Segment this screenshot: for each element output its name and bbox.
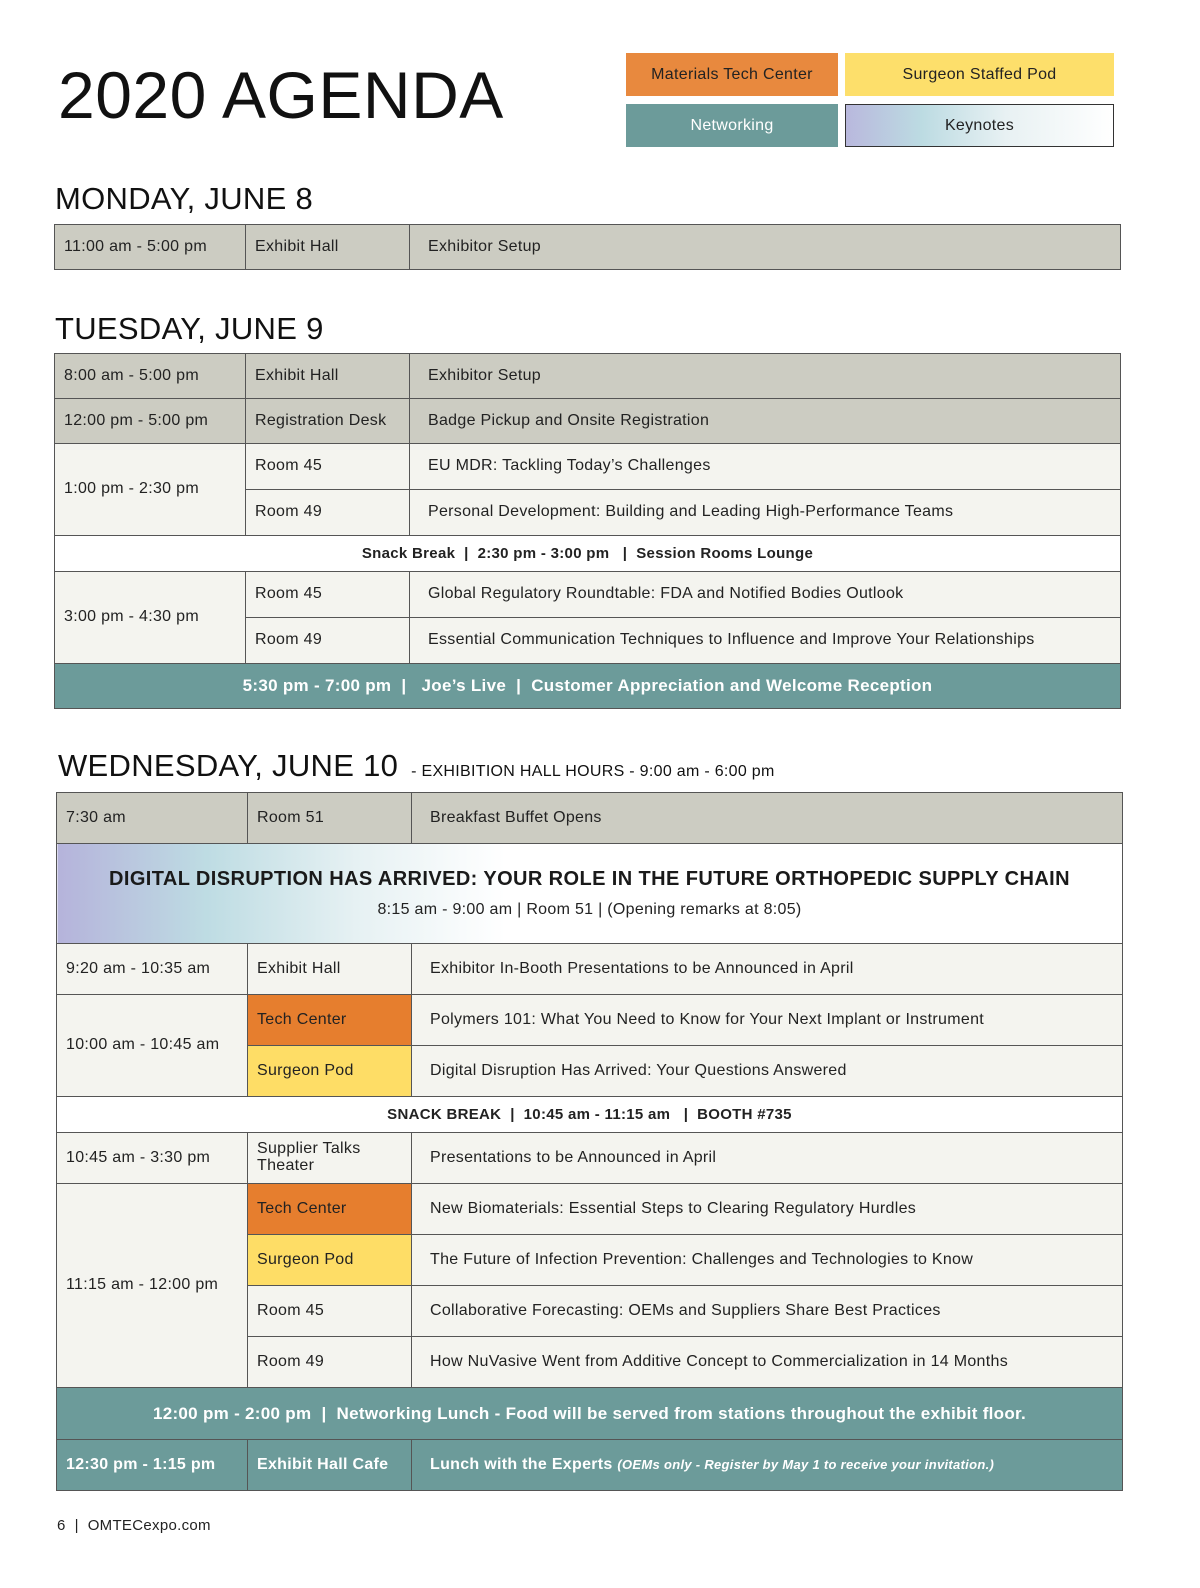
location-cell: Exhibit Hall [246, 354, 410, 399]
surgeon-pod-cell: Surgeon Pod [248, 1235, 412, 1286]
event-cell: Global Regulatory Roundtable: FDA and Notified Bodies Outlook [410, 572, 1121, 618]
location-cell: Room 49 [246, 490, 410, 536]
experts-note: (OEMs only - Register by May 1 to receive your invitation.) [617, 1456, 995, 1472]
networking-lunch-row [57, 1388, 1123, 1440]
monday-table [54, 224, 1121, 270]
location-cell: Room 51 [248, 793, 412, 844]
event-cell: Badge Pickup and Onsite Registration [410, 399, 1121, 444]
table-row [55, 444, 1121, 490]
keynote-title: DIGITAL DISRUPTION HAS ARRIVED: YOUR ROLE IN THE FUTURE ORTHOPEDIC SUPPLY CHAIN [109, 867, 1070, 890]
monday-heading: MONDAY, JUNE 8 [55, 181, 313, 216]
table-row [57, 793, 1123, 844]
surgeon-pod-cell: Surgeon Pod [248, 1046, 412, 1097]
legend-surgeon-staffed-pod: Surgeon Staffed Pod [845, 53, 1114, 96]
table-row [57, 995, 1123, 1046]
experts-lunch-row [57, 1440, 1123, 1491]
event-cell [412, 1440, 1123, 1491]
snack-break-row [57, 1097, 1123, 1133]
event-cell: How NuVasive Went from Additive Concept to Commercialization in 14 Months [412, 1337, 1123, 1388]
table-row [55, 354, 1121, 399]
snack-break-text: Snack Break | 2:30 pm - 3:00 pm | Session Rooms Lounge [55, 536, 1121, 572]
color-legend [626, 53, 1114, 148]
wednesday-title: WEDNESDAY, JUNE 10 [58, 748, 399, 783]
event-cell: Exhibitor Setup [410, 354, 1121, 399]
event-cell: Breakfast Buffet Opens [412, 793, 1123, 844]
event-cell: Presentations to be Announced in April [412, 1133, 1123, 1184]
time-cell: 3:00 pm - 4:30 pm [55, 572, 246, 664]
table-row [57, 1184, 1123, 1235]
page-footer: 6 | OMTECexpo.com [57, 1517, 211, 1534]
tuesday-table [54, 353, 1121, 709]
event-cell: Digital Disruption Has Arrived: Your Questions Answered [412, 1046, 1123, 1097]
exhibition-hall-hours: - EXHIBITION HALL HOURS - 9:00 am - 6:00 pm [411, 763, 775, 780]
time-cell: 10:00 am - 10:45 am [57, 995, 248, 1097]
event-cell: Polymers 101: What You Need to Know for Your Next Implant or Instrument [412, 995, 1123, 1046]
time-cell: 12:00 pm - 5:00 pm [55, 399, 246, 444]
location-cell: Room 45 [246, 444, 410, 490]
location-cell: Room 45 [246, 572, 410, 618]
legend-networking: Networking [626, 104, 838, 147]
legend-keynotes: Keynotes [845, 104, 1114, 147]
keynote-cell [57, 844, 1123, 944]
time-cell: 7:30 am [57, 793, 248, 844]
keynote-details: 8:15 am - 9:00 am | Room 51 | (Opening remarks at 8:05) [377, 900, 802, 918]
wednesday-table [56, 792, 1123, 1491]
event-cell: EU MDR: Tackling Today’s Challenges [410, 444, 1121, 490]
reception-row [55, 664, 1121, 709]
snack-break-row [55, 536, 1121, 572]
table-row [55, 572, 1121, 618]
time-cell: 8:00 am - 5:00 pm [55, 354, 246, 399]
location-cell: Exhibit Hall [248, 944, 412, 995]
tuesday-heading: TUESDAY, JUNE 9 [55, 311, 324, 346]
tech-center-cell: Tech Center [248, 995, 412, 1046]
tech-center-cell: Tech Center [248, 1184, 412, 1235]
time-cell: 10:45 am - 3:30 pm [57, 1133, 248, 1184]
location-cell: Room 49 [246, 618, 410, 664]
table-row [55, 225, 1121, 270]
table-row [57, 944, 1123, 995]
location-cell: Room 49 [248, 1337, 412, 1388]
snack-break-text: SNACK BREAK | 10:45 am - 11:15 am | BOOTH #735 [57, 1097, 1123, 1133]
legend-materials-tech-center: Materials Tech Center [626, 53, 838, 96]
location-cell: Supplier Talks Theater [248, 1133, 412, 1184]
time-cell: 12:30 pm - 1:15 pm [57, 1440, 248, 1491]
event-cell: New Biomaterials: Essential Steps to Clearing Regulatory Hurdles [412, 1184, 1123, 1235]
table-row [57, 1133, 1123, 1184]
event-cell: Exhibitor Setup [410, 225, 1121, 270]
experts-event: Lunch with the Experts [430, 1455, 613, 1473]
location-cell: Exhibit Hall Cafe [248, 1440, 412, 1491]
location-cell: Registration Desk [246, 399, 410, 444]
event-cell: Exhibitor In-Booth Presentations to be Announced in April [412, 944, 1123, 995]
time-cell: 11:00 am - 5:00 pm [55, 225, 246, 270]
page-title: 2020 AGENDA [58, 58, 504, 132]
time-cell: 9:20 am - 10:35 am [57, 944, 248, 995]
wednesday-heading [58, 750, 775, 781]
location-cell: Exhibit Hall [246, 225, 410, 270]
keynote-row [57, 844, 1123, 944]
event-cell: Collaborative Forecasting: OEMs and Suppliers Share Best Practices [412, 1286, 1123, 1337]
event-cell: Essential Communication Techniques to Influence and Improve Your Relationships [410, 618, 1121, 664]
reception-text: 5:30 pm - 7:00 pm | Joe’s Live | Customer Appreciation and Welcome Reception [55, 664, 1121, 709]
event-cell: Personal Development: Building and Leading High-Performance Teams [410, 490, 1121, 536]
networking-lunch-text: 12:00 pm - 2:00 pm | Networking Lunch - Food will be served from stations throughout the exhibit floor. [57, 1388, 1123, 1440]
event-cell: The Future of Infection Prevention: Challenges and Technologies to Know [412, 1235, 1123, 1286]
time-cell: 1:00 pm - 2:30 pm [55, 444, 246, 536]
time-cell: 11:15 am - 12:00 pm [57, 1184, 248, 1388]
table-row [55, 399, 1121, 444]
location-cell: Room 45 [248, 1286, 412, 1337]
